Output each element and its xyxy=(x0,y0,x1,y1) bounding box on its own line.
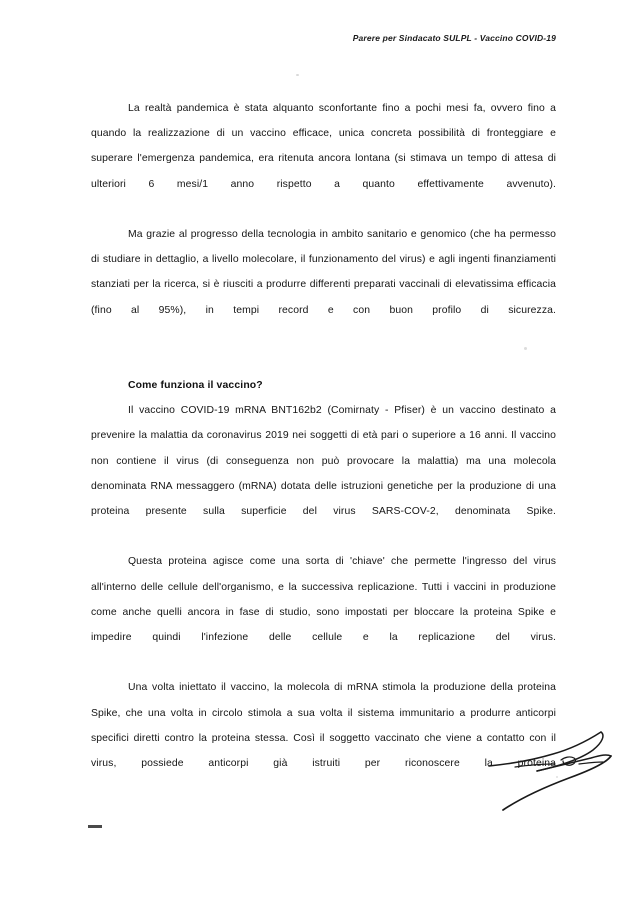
document-body xyxy=(91,96,556,801)
scan-speck xyxy=(524,347,527,350)
section-spacer xyxy=(91,348,556,373)
paragraph-3: Il vaccino COVID-19 mRNA BNT162b2 (Comirnaty - Pfiser) è un vaccino destinato a prevenire la malattia da coronavirus 2019 nei soggetti di età pari o superiore a 16 anni. Il vaccino non contiene il virus (di conseguenza non può provocare la malattia) ma una molecola denominata RNA messaggero (mRNA) dotata delle istruzioni genetiche per la produzione di una proteina presente sulla superficie del virus SARS-COV-2, denominata Spike. xyxy=(91,405,556,518)
section-heading: Come funziona il vaccino? xyxy=(128,380,263,392)
paragraph-4: Questa proteina agisce come una sorta di 'chiave' che permette l'ingresso del virus all'interno delle cellule dell'organismo, e la successiva replicazione. Tutti i vaccini in produzione come anche quelli ancora in fase di studio, sono impostati per bloccare la proteina Spike e impedire quindi l'infezione delle cellule e la replicazione del virus. xyxy=(91,556,556,644)
paragraph-1: La realtà pandemica è stata alquanto sconfortante fino a pochi mesi fa, ovvero fino a quando la realizzazione di un vaccino efficace, unica concreta possibilità di fronteggiare e superare l'emergenza pandemica, era ritenuta ancora lontana (si stimava un tempo di attesa di ulteriori 6 mesi/1 anno rispetto a quanto effettivamente avvenuto). xyxy=(91,103,556,190)
scan-speck xyxy=(296,74,299,76)
scan-speck xyxy=(556,776,558,778)
paragraph-2: Ma grazie al progresso della tecnologia in ambito sanitario e genomico (che ha permesso di studiare in dettaglio, a livello molecolare, il funzionamento del virus) e agli ingenti finanziamenti stanziati per la ricerca, si è riusciti a produrre differenti preparati vaccinali di elevatissima efficacia (fino al 95%), in tempi record e con buon profilo di sicurezza. xyxy=(91,229,556,316)
paragraph-5: Una volta iniettato il vaccino, la molecola di mRNA stimola la produzione della proteina Spike, che una volta in circolo stimola a sua volta il sistema immunitario a produrre anticorpi specifici diretti contro la proteina stessa. Così il soggetto vaccinato che viene a contatto con il virus, possiede anticorpi già istruiti per riconoscere la proteina xyxy=(91,682,556,770)
document-header: Parere per Sindacato SULPL - Vaccino COVID-19 xyxy=(352,33,556,43)
page-footer-mark xyxy=(88,825,102,828)
